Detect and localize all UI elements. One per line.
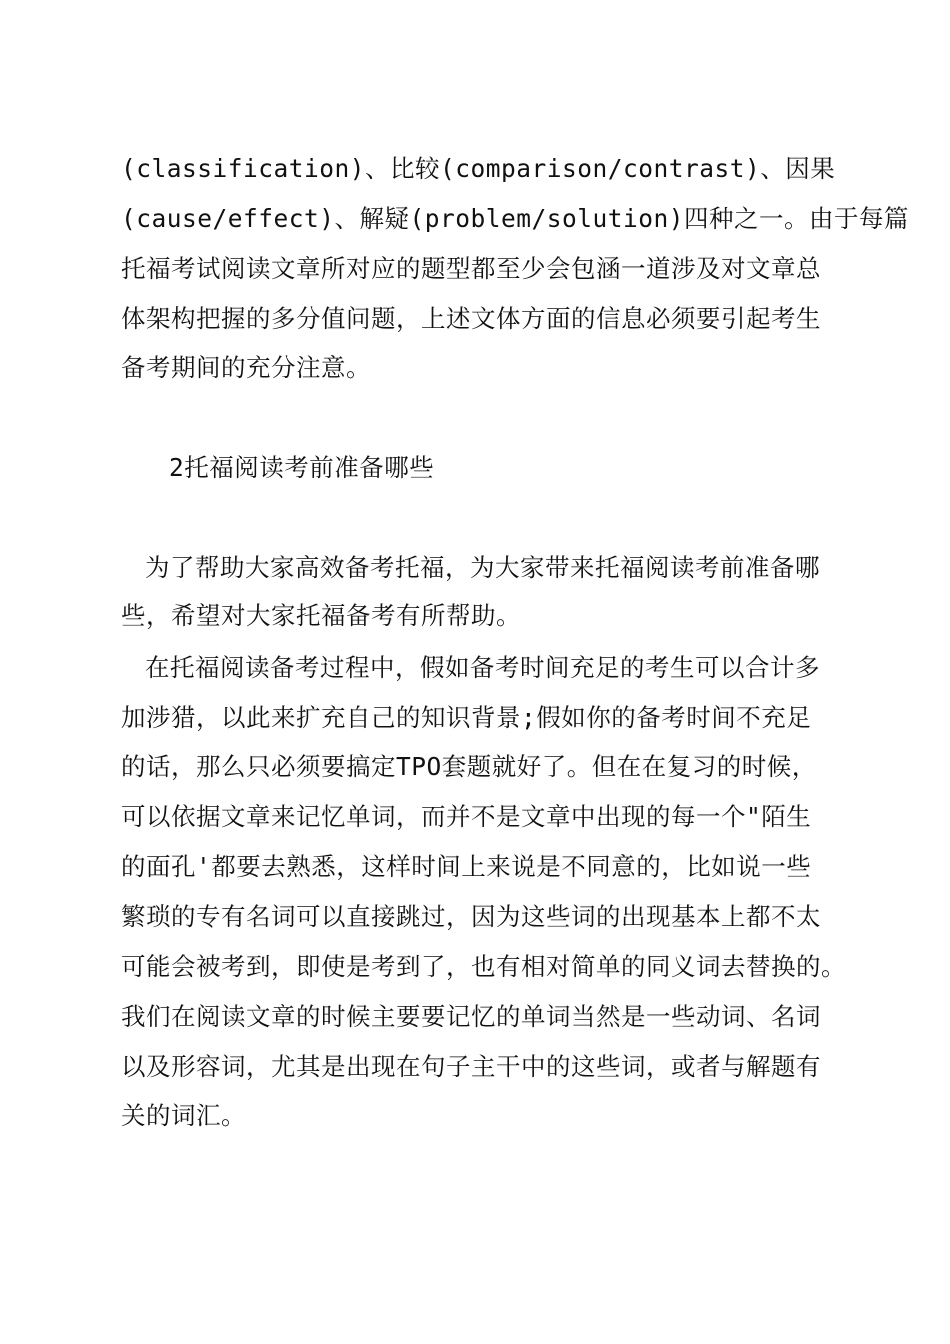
para3-line-3: 的话，那么只必须要搞定TPO套题就好了。但在在复习的时候， <box>121 752 817 781</box>
para1-line-2: (cause/effect)、解疑(problem/solution)四种之一。由于每篇 <box>121 204 910 233</box>
para3-line-2: 加涉猎，以此来扩充自己的知识背景;假如你的备考时间不充足 <box>121 703 812 732</box>
para3-line-1: 在托福阅读备考过程中，假如备考时间充足的考生可以合计多 <box>145 653 820 682</box>
para1-line-3: 托福考试阅读文章所对应的题型都至少会包涵一道涉及对文章总 <box>121 254 821 283</box>
section-heading: 2托福阅读考前准备哪些 <box>169 453 435 482</box>
para1-line-5: 备考期间的充分注意。 <box>121 353 371 382</box>
para3-line-4: 可以依据文章来记忆单词，而并不是文章中出现的每一个"陌生 <box>121 802 812 831</box>
para3-line-9: 以及形容词，尤其是出现在句子主干中的这些词，或者与解题有 <box>121 1052 821 1081</box>
para1-line-1: (classification)、比较(comparison/contrast)、因果 <box>121 154 836 183</box>
para3-line-7: 可能会被考到，即使是考到了，也有相对简单的同义词去替换的。 <box>121 952 846 981</box>
para2-line-2: 些，希望对大家托福备考有所帮助。 <box>121 601 521 630</box>
para1-line-4: 体架构把握的多分值问题，上述文体方面的信息必须要引起考生 <box>121 304 821 333</box>
para3-line-10: 关的词汇。 <box>121 1101 246 1130</box>
para3-line-8: 我们在阅读文章的时候主要要记忆的单词当然是一些动词、名词 <box>121 1002 821 1031</box>
para3-line-5: 的面孔'都要去熟悉，这样时间上来说是不同意的，比如说一些 <box>121 852 812 881</box>
para3-line-6: 繁琐的专有名词可以直接跳过，因为这些词的出现基本上都不太 <box>121 902 821 931</box>
para2-line-1: 为了帮助大家高效备考托福，为大家带来托福阅读考前准备哪 <box>145 553 820 582</box>
